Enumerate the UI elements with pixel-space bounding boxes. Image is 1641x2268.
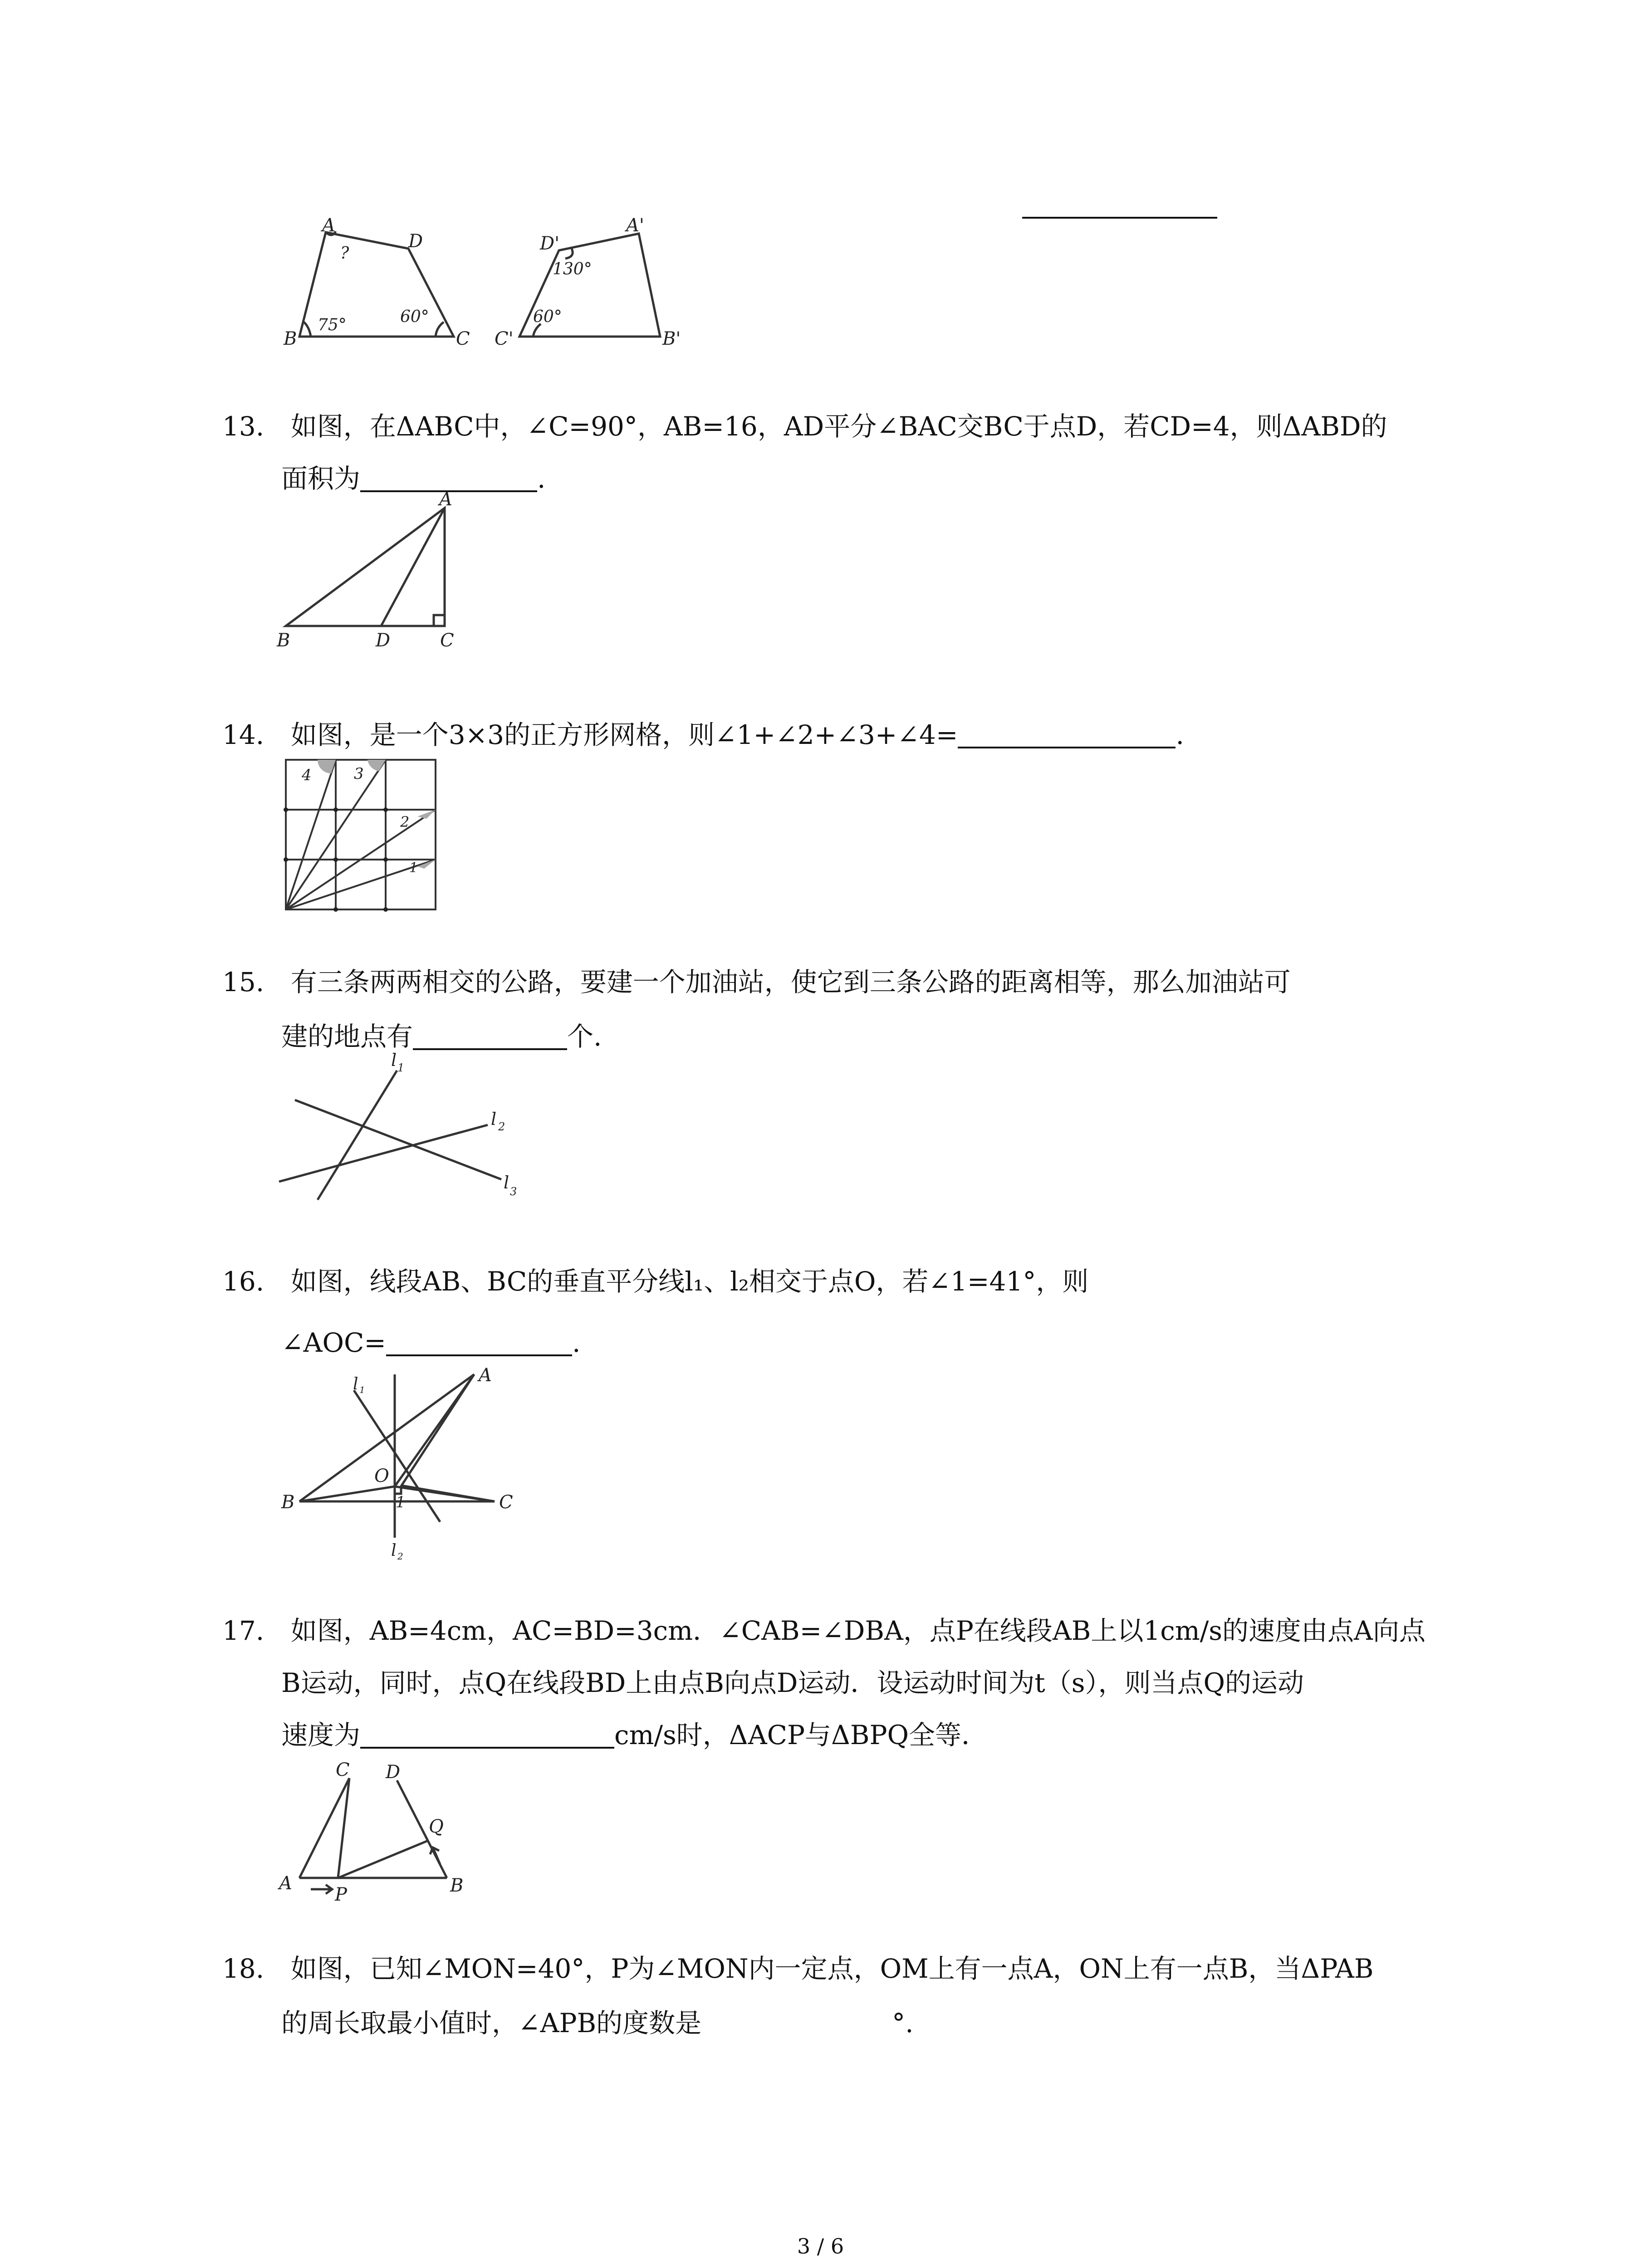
label-B: B: [450, 1875, 464, 1896]
answer-blank-18[interactable]: [701, 2008, 892, 2037]
label-l1: l: [353, 1375, 358, 1393]
q13-text1: 如图，在ΔABC中，∠C=90°，AB=16，AD平分∠BAC交BC于点D，若CD=4，则ΔABD的: [290, 411, 1387, 442]
label-A: A: [479, 1365, 492, 1386]
label-l1: l: [391, 1050, 397, 1070]
figure-q15-roads: [272, 1052, 526, 1207]
label-D: D: [376, 630, 391, 651]
label-angle-2: 2: [400, 813, 410, 831]
q13-text2: 面积为: [281, 463, 361, 494]
label-A: A: [439, 489, 452, 510]
answer-blank-14[interactable]: [958, 719, 1176, 748]
q15-end: 个.: [567, 1021, 602, 1052]
label-angle-1: 1: [409, 860, 418, 876]
figure-q17: [272, 1755, 481, 1910]
label-l2-sub: 2: [397, 1551, 403, 1562]
answer-blank-12[interactable]: [1022, 190, 1217, 219]
q13-end: .: [537, 463, 546, 494]
label-angle-60-prime: 60°: [533, 308, 562, 326]
label-Q: Q: [429, 1816, 444, 1837]
label-A-prime: A': [626, 215, 644, 236]
label-l1-sub: 1: [359, 1384, 365, 1395]
q16-number: 16.: [222, 1266, 265, 1297]
q14-text1: 如图，是一个3×3的正方形网格，则∠1+∠2+∠3+∠4=: [290, 719, 958, 750]
label-angle-4: 4: [302, 766, 312, 784]
answer-blank-13[interactable]: [360, 463, 537, 492]
label-l2-sub: 2: [498, 1120, 505, 1133]
q14-end: .: [1176, 719, 1184, 750]
label-A: A: [279, 1873, 292, 1894]
q17-text3a: 速度为: [281, 1720, 361, 1750]
segment-pq: [338, 1841, 428, 1878]
label-C: C: [499, 1492, 513, 1513]
segment-oc: [395, 1486, 495, 1501]
right-angle-mark: [434, 615, 445, 626]
label-angle-3: 3: [354, 765, 364, 783]
segment-cp: [338, 1778, 349, 1878]
q15-text2: 建的地点有: [281, 1021, 413, 1052]
label-A: A: [322, 215, 335, 236]
q18-text2: 的周长取最小值时，∠APB的度数是: [281, 2008, 702, 2038]
q17-text3b: cm/s时，ΔACP与ΔBPQ全等．: [614, 1720, 988, 1750]
label-B: B: [277, 630, 290, 651]
q17-text1: 如图，AB=4cm，AC=BD=3cm．∠CAB=∠DBA，点P在线段AB上以1cm/s的速度由点A向点: [290, 1615, 1425, 1646]
triangle-abc: [286, 508, 445, 626]
label-B: B: [284, 328, 297, 349]
q17-number: 17.: [222, 1615, 265, 1646]
answer-blank-15[interactable]: [413, 1021, 567, 1050]
segment-ob: [299, 1486, 395, 1501]
q16-text1: 如图，线段AB、BC的垂直平分线l₁、l₂相交于点O，若∠1=41°，则: [290, 1266, 1089, 1297]
q14-number: 14.: [222, 719, 265, 750]
segment-ac: [299, 1778, 349, 1878]
answer-blank-17[interactable]: [360, 1720, 614, 1749]
answer-blank-16[interactable]: [386, 1327, 572, 1356]
label-C-prime: C': [495, 328, 514, 349]
label-question: ?: [340, 244, 349, 263]
q16-line2: [281, 1325, 580, 1361]
segment-oa: [395, 1374, 474, 1486]
label-D: D: [408, 231, 423, 252]
label-C: C: [456, 328, 470, 349]
label-angle-1: 1: [396, 1493, 406, 1511]
label-C: C: [440, 630, 454, 651]
label-angle-75: 75°: [318, 316, 347, 334]
figure-q13: [272, 489, 476, 658]
q17-line2: [281, 1665, 1304, 1701]
label-P: P: [335, 1884, 347, 1905]
q17-line3: [281, 1717, 988, 1753]
q16-text2: ∠AOC=: [281, 1327, 387, 1358]
q15-number: 15.: [222, 967, 265, 997]
label-B: B: [281, 1492, 295, 1513]
q18-text1: 如图，已知∠MON=40°，P为∠MON内一定点，OM上有一点A，ON上有一点B，当ΔPAB: [290, 1953, 1374, 1984]
label-l3: l: [504, 1173, 509, 1193]
q18-end: °.: [892, 2008, 914, 2038]
q18-line2: [281, 2005, 914, 2041]
q15-line1: [222, 964, 1291, 1000]
label-l1-sub: 1: [397, 1061, 405, 1074]
q15-line2: [281, 1018, 602, 1055]
q13-line2: [281, 460, 545, 497]
page-number: 3 / 6: [797, 2234, 844, 2258]
label-angle-60: 60°: [400, 308, 429, 326]
q18-number: 18.: [222, 1953, 265, 1984]
q17-text2: B运动，同时，点Q在线段BD上由点B向点D运动．设运动时间为t（s），则当点Q的运动: [281, 1667, 1304, 1698]
segment-ad: [381, 508, 445, 626]
label-l2: l: [391, 1541, 397, 1560]
figure-q12: [272, 213, 726, 349]
q18-line1: [222, 1950, 1374, 1987]
figure-q14-grid: [281, 755, 445, 919]
label-l2: l: [491, 1109, 497, 1129]
figure-q16: [272, 1363, 526, 1563]
q13-line1: [222, 408, 1387, 445]
label-B-prime: B': [662, 328, 681, 349]
label-l3-sub: 3: [510, 1185, 517, 1198]
q17-line1: [222, 1613, 1425, 1649]
label-angle-130: 130°: [553, 260, 592, 279]
road-l3: [295, 1100, 501, 1179]
q15-text1: 有三条两两相交的公路，要建一个加油站，使它到三条公路的距离相等，那么加油站可: [290, 967, 1291, 997]
label-D-prime: D': [540, 233, 560, 254]
q16-end: .: [572, 1327, 581, 1358]
q16-line1: [222, 1263, 1088, 1300]
label-O: O: [374, 1466, 389, 1486]
q13-number: 13.: [222, 411, 265, 442]
label-C: C: [336, 1760, 350, 1780]
q14-line1: [222, 717, 1184, 753]
label-D: D: [386, 1762, 401, 1783]
